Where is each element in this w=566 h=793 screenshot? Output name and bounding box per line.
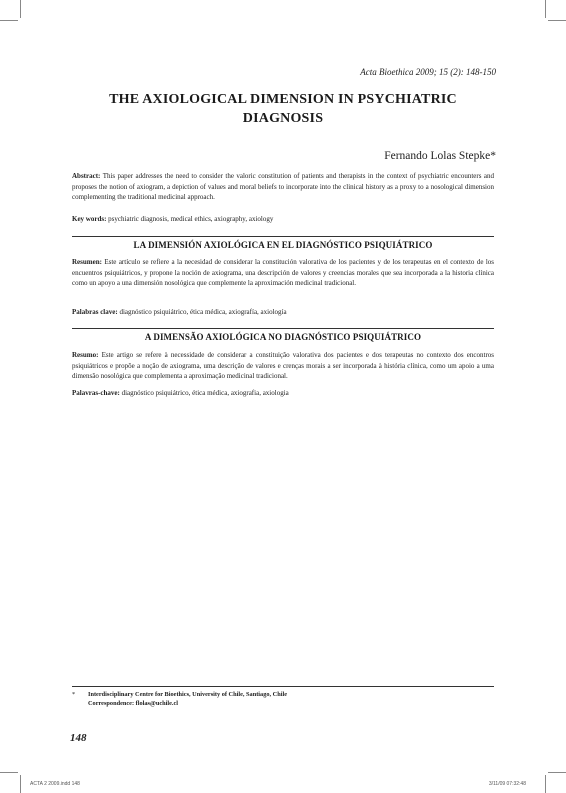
resumen-text: Este artículo se refiere a la necesidad de considerar la constitución valorativa de los pacientes y de los terapeutas en el contexto de los encuentros psiquiátricos, y propone la noción de axiograma, una descripción de valores y creencias morales que sea incorporada a la historia clínica como un apoyo a una dimensión nosológica que complemente la aproximación medicinal tradicional. bbox=[72, 258, 494, 288]
footnote-correspondence bbox=[72, 699, 178, 708]
section-rule bbox=[72, 328, 494, 329]
print-slug-file: ACTA 2 2009.indd 148 bbox=[30, 781, 80, 787]
section-rule bbox=[72, 236, 494, 237]
resumen bbox=[72, 257, 494, 289]
section-heading-es: LA DIMENSIÓN AXIOLÓGICA EN EL DIAGNÓSTICO PSIQUIÁTRICO bbox=[133, 240, 433, 250]
crop-mark bbox=[548, 20, 566, 21]
crop-mark bbox=[548, 772, 566, 773]
print-slug-timestamp: 3/11/09 07:32:48 bbox=[488, 781, 526, 787]
crop-mark bbox=[545, 775, 546, 793]
palabras-clave bbox=[72, 307, 494, 317]
keywords-label: Key words: bbox=[72, 215, 107, 223]
author-name: Fernando Lolas Stepke* bbox=[384, 150, 496, 162]
keywords-text: psychiatric diagnosis, medical ethics, axiography, axiology bbox=[108, 215, 274, 223]
footnote-mark: * bbox=[72, 691, 76, 698]
resumo-text: Este artigo se refere à necessidade de considerar a constituição valorativa dos pacientes e dos terapeutas no contexto dos encontros psiquiátricos e propõe a noção de axiograma, uma descrição de valores e crenças morais a ser incorporada à história clínica, como um apoio a uma dimensão nosológica que complementa a aproximação medicinal tradicional. bbox=[72, 351, 494, 381]
palavras-chave-label: Palavras-chave: bbox=[72, 389, 120, 397]
paper-title: THE AXIOLOGICAL DIMENSION IN PSYCHIATRIC DIAGNOSIS bbox=[109, 92, 457, 126]
crop-mark bbox=[20, 775, 21, 793]
crop-mark bbox=[545, 0, 546, 18]
correspondence-text: Correspondence: flolas@uchile.cl bbox=[88, 700, 179, 707]
crop-mark bbox=[20, 0, 21, 18]
crop-mark bbox=[0, 20, 18, 21]
footnote-affiliation bbox=[72, 690, 287, 699]
page-number: 148 bbox=[70, 732, 87, 744]
resumo bbox=[72, 350, 494, 382]
crop-mark bbox=[0, 772, 18, 773]
journal-reference: Acta Bioethica 2009; 15 (2): 148-150 bbox=[360, 67, 496, 77]
abstract bbox=[72, 171, 494, 203]
abstract-label: Abstract: bbox=[72, 172, 101, 180]
abstract-text: This paper addresses the need to consider the valoric constitution of patients and therapists in the context of psychiatric encounters and proposes the notion of axiogram, a depiction of values and moral beliefs to incorporate into the clinical history as a proxy to a nosological dimension complementing the traditional medicinal approach. bbox=[72, 172, 494, 202]
section-heading-pt: A DIMENSÃO AXIOLÓGICA NO DIAGNÓSTICO PSIQUIÁTRICO bbox=[144, 332, 422, 342]
footnote-rule bbox=[72, 686, 494, 687]
affiliation-text: Interdisciplinary Centre for Bioethics, University of Chile, Santiago, Chile bbox=[88, 691, 287, 698]
resumen-label: Resumen: bbox=[72, 258, 102, 266]
palabras-clave-label: Palabras clave: bbox=[72, 308, 118, 316]
resumo-label: Resumo: bbox=[72, 351, 99, 359]
palavras-chave bbox=[72, 388, 494, 398]
palavras-chave-text: diagnóstico psiquiátrico, ética médica, axiografia, axiologia bbox=[121, 389, 289, 397]
keywords bbox=[72, 214, 494, 224]
palabras-clave-text: diagnóstico psiquiátrico, ética médica, axiografía, axiología bbox=[119, 308, 287, 316]
